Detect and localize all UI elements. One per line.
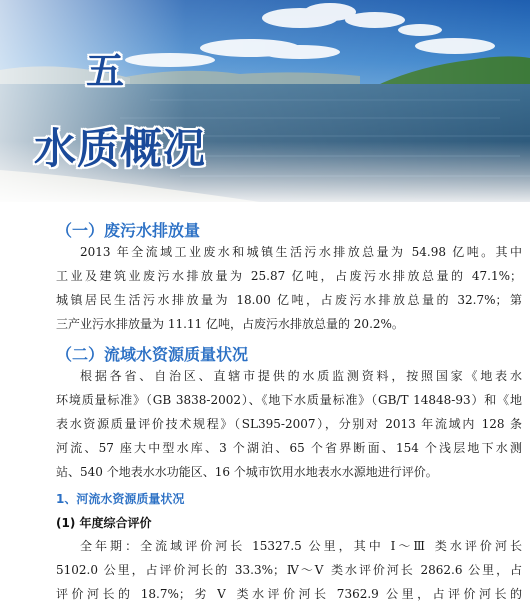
- text-line: 根据各省、自治区、直辖市提供的水质监测资料，按照国家《地表水: [80, 369, 522, 383]
- text-line: 河流、57 座大中型水库、3 个湖泊、65 个省界断面、154 个浅层地下水测: [56, 441, 522, 455]
- text-line: 环境质量标准》（GB 3838-2002）、《地下水质量标准》（GB/T 14848-93）和《地: [56, 393, 522, 407]
- text-line: 三产业污水排放量为 11.11 亿吨，占废污水排放总量的 20.2%。: [56, 317, 404, 331]
- text-line: 5102.0 公里，占评价河长的 33.3%；Ⅳ～Ⅴ 类水评价河长 2862.6 公里，占: [56, 563, 522, 577]
- text-line: 表水资源质量评价技术规程》（SL395-2007），分别对 2013 年流域内 128 条: [56, 417, 522, 431]
- subsection-heading-river: 1、河流水资源质量状况: [56, 492, 185, 506]
- section-heading-wastewater: （一）废污水排放量: [56, 221, 201, 240]
- paragraph-wastewater: [56, 240, 522, 336]
- chapter-title: 水质概况: [34, 124, 207, 173]
- paragraph-annual-evaluation: [56, 534, 522, 606]
- section-heading-water-quality: （二）流域水资源质量状况: [56, 345, 249, 364]
- subsubsection-heading-annual: (1) 年度综合评价: [56, 516, 152, 530]
- text-line: 城镇居民生活污水排放量为 18.00 亿吨，占废污水排放总量的 32.7%；第: [56, 293, 522, 307]
- text-line: 站、540 个地表水水功能区、16 个城市饮用水地表水水源地进行评价。: [56, 465, 438, 479]
- paragraph-monitoring: [56, 364, 522, 484]
- text-line: 2013 年全流域工业废水和城镇生活污水排放总量为 54.98 亿吨。其中: [80, 245, 522, 259]
- text-line: 评价河长的 18.7%；劣 Ⅴ 类水评价河长 7362.9 公里，占评价河长的: [56, 587, 522, 601]
- text-line: 工业及建筑业废污水排放量为 25.87 亿吨，占废污水排放总量的 47.1%；: [56, 269, 522, 283]
- text-line: 全年期：全流域评价河长 15327.5 公里，其中 Ⅰ～Ⅲ 类水评价河长: [80, 539, 522, 553]
- cover-photo: [0, 0, 530, 202]
- chapter-number: 五: [85, 48, 124, 93]
